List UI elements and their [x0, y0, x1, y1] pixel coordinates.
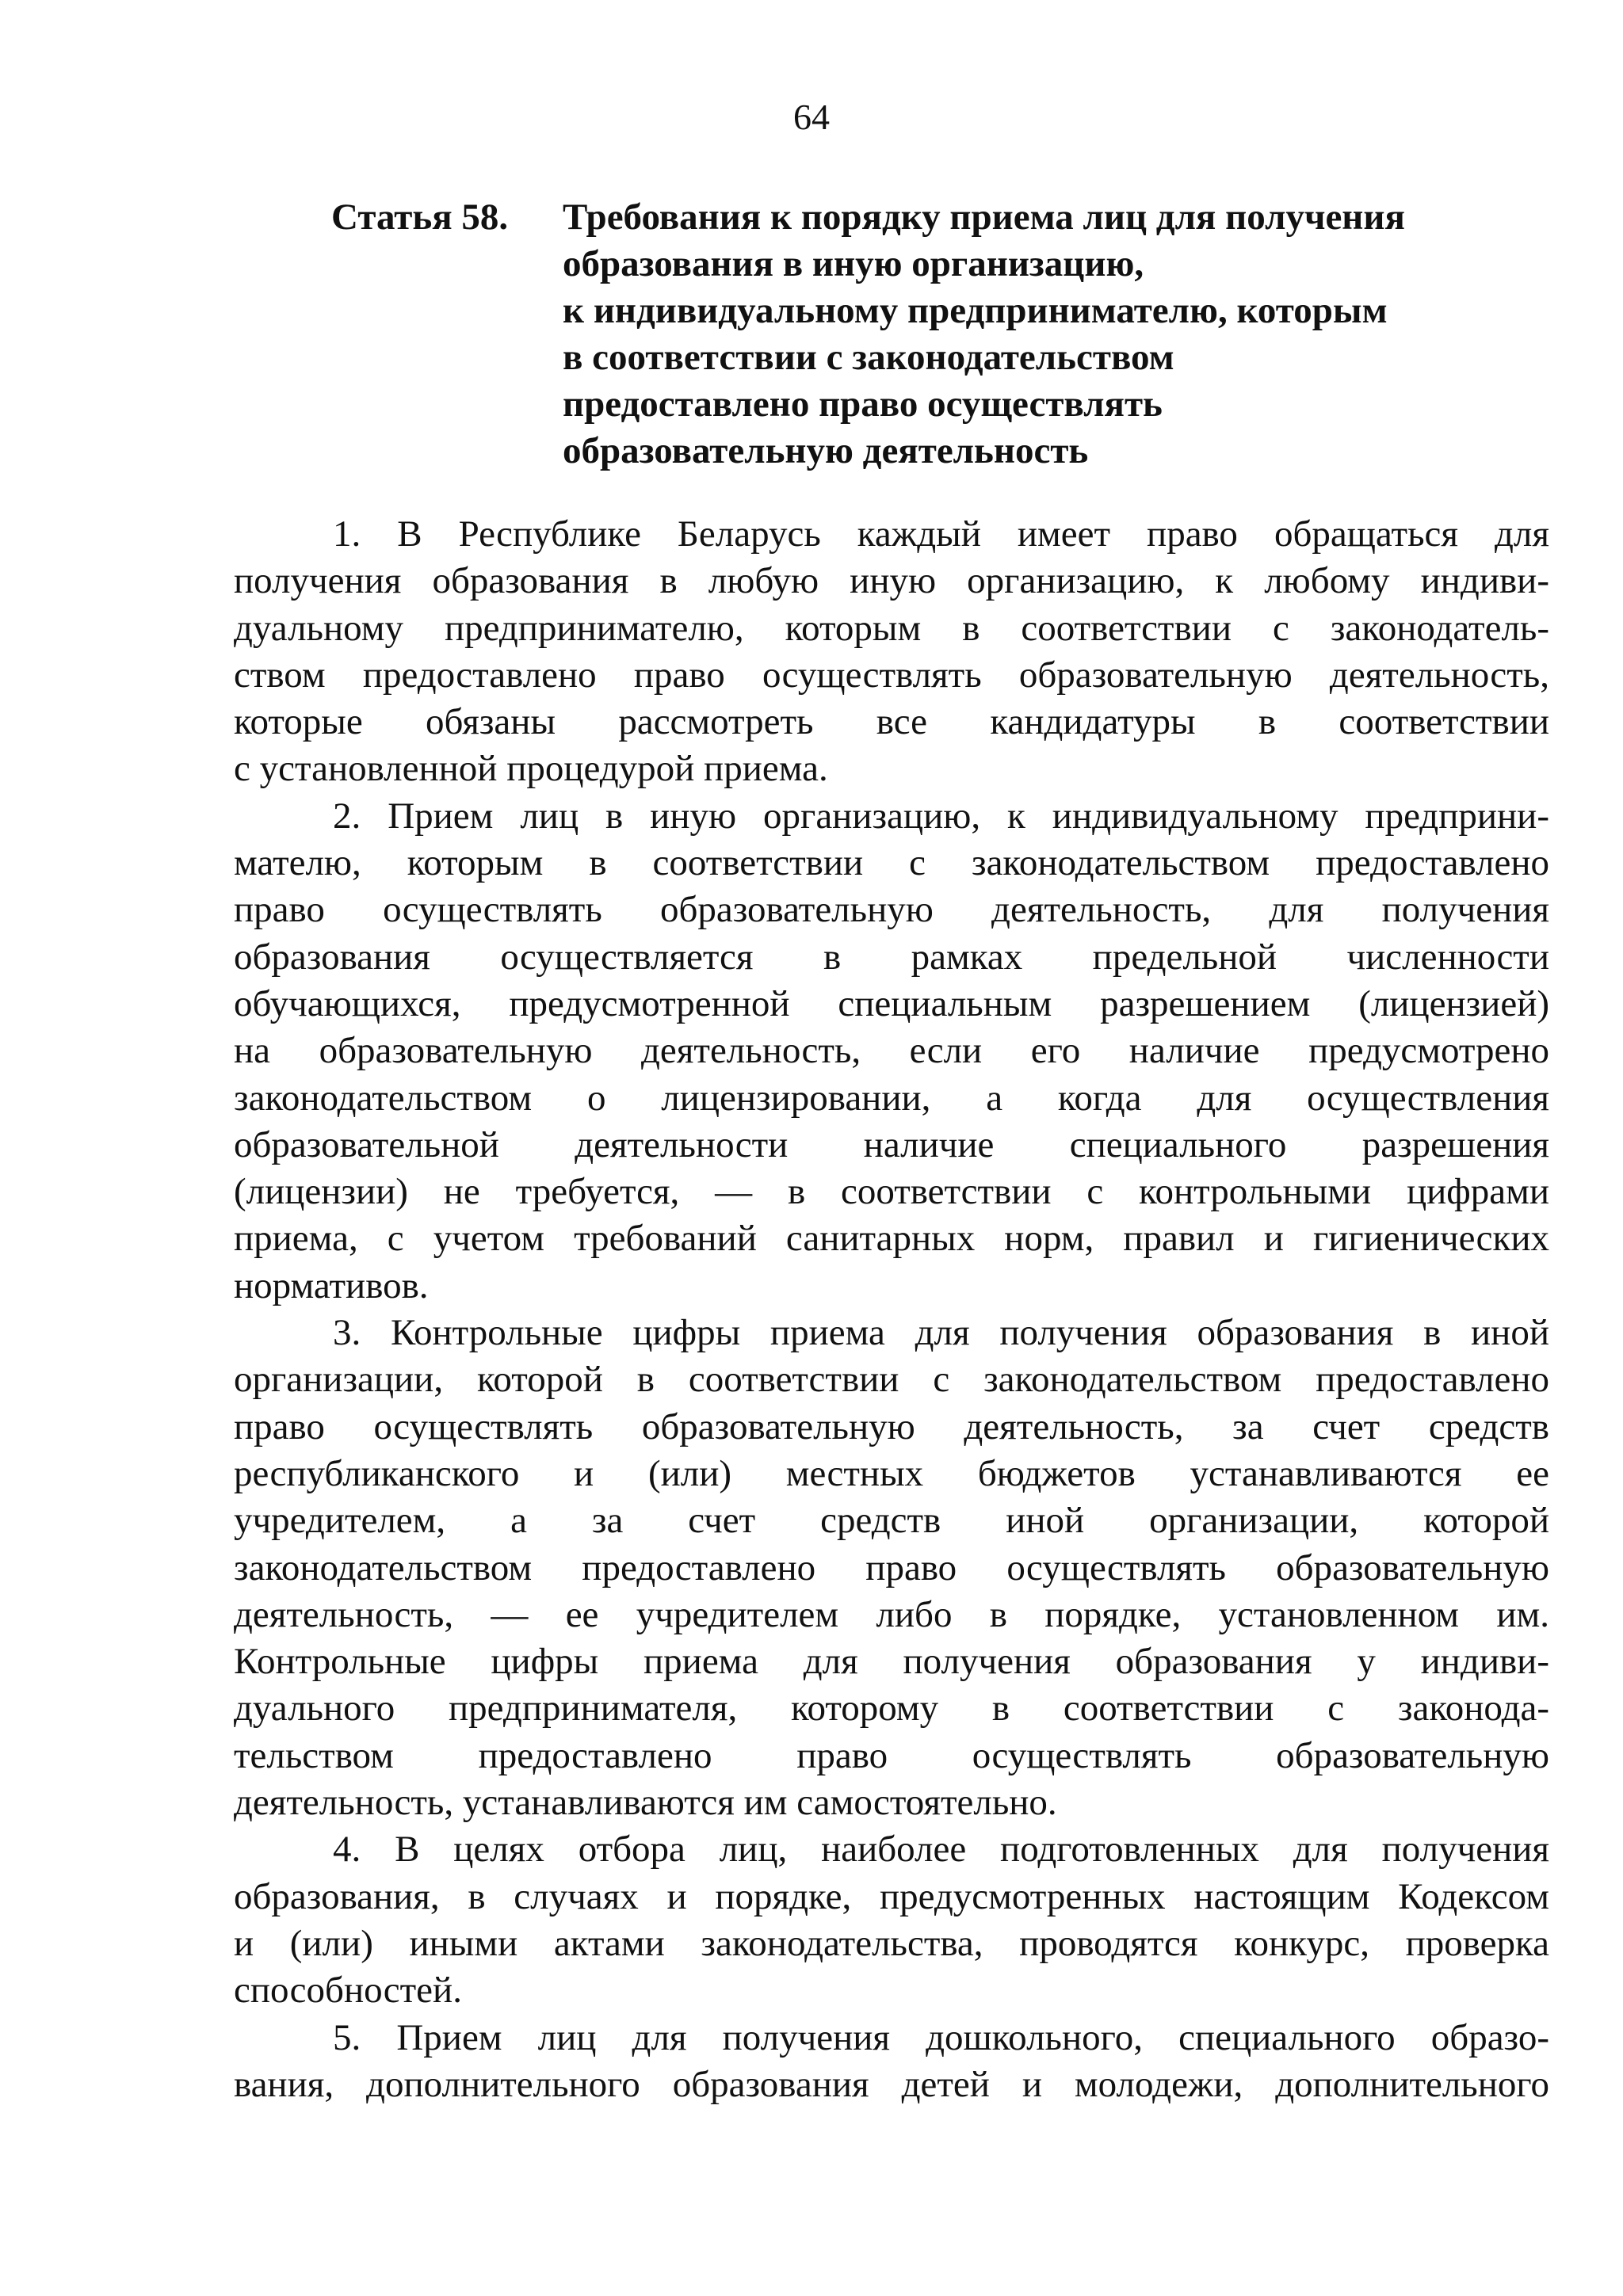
page-number: 64 — [793, 97, 830, 137]
paragraph-line: которые обязаны рассмотреть все кандидатуры в соответствии — [234, 701, 1549, 743]
paragraph-line: нормативов. — [234, 1264, 429, 1306]
paragraph-line: образовательной деятельности наличие специального разрешения — [234, 1123, 1549, 1165]
paragraph-line: тельством предоставлено право осуществлять образовательную — [234, 1734, 1549, 1776]
paragraph-line: вания, дополнительного образования детей и молодежи, дополнительного — [234, 2063, 1549, 2105]
paragraph-line: и (или) иными актами законодательства, проводятся конкурс, проверка — [234, 1922, 1549, 1964]
paragraph-line: 4. В целях отбора лиц, наиболее подготовленных для получения — [333, 1829, 1549, 1871]
article-header — [331, 194, 1568, 475]
article-title-line: образовательную деятельность — [563, 430, 1089, 471]
paragraph-line: законодательством о лицензировании, а когда для осуществления — [234, 1077, 1549, 1119]
paragraph-line: деятельность, — ее учредителем либо в порядке, установленном им. — [234, 1593, 1549, 1635]
paragraph-line: 2. Прием лиц в иную организацию, к индивидуальному предприни- — [333, 795, 1549, 837]
paragraph-3 — [234, 1310, 1549, 1826]
paragraph-line: дуального предпринимателя, которому в соответствии с законода- — [234, 1688, 1549, 1730]
article-title-line: предоставлено право осуществлять — [563, 383, 1163, 425]
article-label: Статья 58. — [331, 196, 509, 238]
paragraph-5 — [234, 2015, 1549, 2109]
paragraph-line: 1. В Республике Беларусь каждый имеет право обращаться для — [333, 513, 1549, 555]
paragraph-line: законодательством предоставлено право осуществлять образовательную — [234, 1547, 1549, 1589]
paragraph-line: обучающихся, предусмотренной специальным разрешением (лицензией) — [234, 982, 1549, 1024]
paragraph-line: республиканского и (или) местных бюджетов устанавливаются ее — [234, 1452, 1549, 1494]
article-body — [234, 511, 1549, 2108]
paragraph-line: дуальному предпринимателю, которым в соответствии с законодатель- — [234, 607, 1549, 649]
article-title-line: образования в иную организацию, — [563, 243, 1144, 284]
paragraph-line: мателю, которым в соответствии с законодательством предоставлено — [234, 842, 1549, 884]
paragraph-line: Контрольные цифры приема для получения образования у индиви- — [234, 1641, 1549, 1683]
paragraph-line: на образовательную деятельность, если его наличие предусмотрено — [234, 1030, 1549, 1072]
article-title-line: к индивидуальному предпринимателю, которым — [563, 290, 1388, 331]
paragraph-line: право осуществлять образовательную деятельность, для получения — [234, 889, 1549, 931]
paragraph-line: с установленной процедурой приема. — [234, 748, 828, 790]
paragraph-line: 5. Прием лиц для получения дошкольного, специального образо- — [333, 2016, 1549, 2058]
article-title — [563, 194, 1568, 475]
paragraph-1 — [234, 511, 1549, 793]
paragraph-line: 3. Контрольные цифры приема для получения образования в иной — [333, 1312, 1549, 1354]
paragraph-line: получения образования в любую иную организацию, к любому индиви- — [234, 560, 1549, 602]
paragraph-line: приема, с учетом требований санитарных норм, правил и гигиенических — [234, 1218, 1549, 1260]
paragraph-line: ством предоставлено право осуществлять образовательную деятельность, — [234, 654, 1549, 696]
paragraph-line: право осуществлять образовательную деятельность, за счет средств — [234, 1405, 1549, 1447]
article-title-line: Требования к порядку приема лиц для получения — [563, 196, 1405, 238]
paragraph-line: образования, в случаях и порядке, предусмотренных настоящим Кодексом — [234, 1875, 1549, 1917]
paragraph-line: деятельность, устанавливаются им самостоятельно. — [234, 1782, 1057, 1824]
paragraph-line: образования осуществляется в рамках предельной численности — [234, 936, 1549, 978]
paragraph-line: учредителем, а за счет средств иной организации, которой — [234, 1500, 1549, 1542]
paragraph-2 — [234, 793, 1549, 1310]
paragraph-line: способностей. — [234, 1970, 462, 2012]
paragraph-4 — [234, 1826, 1549, 2014]
paragraph-line: организации, которой в соответствии с законодательством предоставлено — [234, 1359, 1549, 1401]
article-title-line: в соответствии с законодательством — [563, 337, 1174, 378]
paragraph-line: (лицензии) не требуется, — в соответствии с контрольными цифрами — [234, 1171, 1549, 1213]
